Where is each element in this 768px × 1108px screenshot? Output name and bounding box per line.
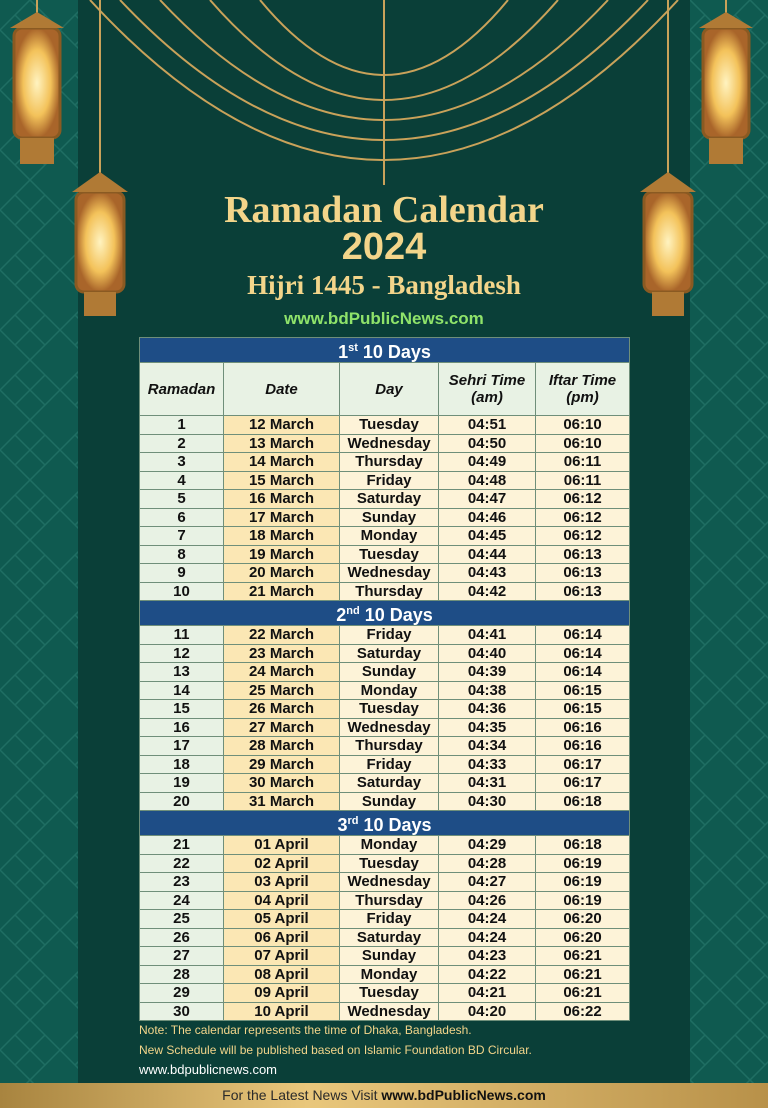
table-cell: 12 March [224, 416, 340, 435]
table-cell: Thursday [340, 891, 439, 910]
table-cell: 25 March [224, 681, 340, 700]
table-cell: 30 [140, 1002, 224, 1021]
table-cell: 04:40 [439, 644, 536, 663]
table-cell: 13 [140, 663, 224, 682]
table-cell: Thursday [340, 737, 439, 756]
section-header [140, 811, 630, 836]
table-cell: Monday [340, 681, 439, 700]
table-cell: 06:14 [536, 644, 630, 663]
table-cell: Tuesday [340, 984, 439, 1003]
page-title: Ramadan Calendar [224, 189, 544, 231]
table-row [140, 928, 630, 947]
table-cell: 06:13 [536, 564, 630, 583]
table-cell: 18 [140, 755, 224, 774]
table-cell: Tuesday [340, 700, 439, 719]
table-cell: 8 [140, 545, 224, 564]
table-cell: 1 [140, 416, 224, 435]
table-cell: 22 [140, 854, 224, 873]
table-cell: 9 [140, 564, 224, 583]
column-header: Iftar Time (pm) [536, 363, 630, 416]
table-row [140, 854, 630, 873]
table-cell: 31 March [224, 792, 340, 811]
table-cell: Tuesday [340, 545, 439, 564]
table-row [140, 1002, 630, 1021]
table-cell: 04:31 [439, 774, 536, 793]
table-cell: 04:41 [439, 626, 536, 645]
table-cell: Thursday [340, 453, 439, 472]
table-cell: 06:19 [536, 891, 630, 910]
table-cell: 20 [140, 792, 224, 811]
table-cell: 16 March [224, 490, 340, 509]
table-cell: 06 April [224, 928, 340, 947]
table-cell: 15 [140, 700, 224, 719]
table-cell: 06:22 [536, 1002, 630, 1021]
table-cell: 28 [140, 965, 224, 984]
table-cell: 04:20 [439, 1002, 536, 1021]
table-cell: 04:39 [439, 663, 536, 682]
site-link-top[interactable]: www.bdPublicNews.com [284, 309, 484, 328]
table-cell: 06:17 [536, 755, 630, 774]
table-cell: 09 April [224, 984, 340, 1003]
table-cell: 04:23 [439, 947, 536, 966]
table-row [140, 545, 630, 564]
section-title: 1st 10 Days [140, 338, 630, 363]
table-cell: 04:43 [439, 564, 536, 583]
table-cell: 06:20 [536, 910, 630, 929]
table-cell: 04:45 [439, 527, 536, 546]
table-cell: 04:33 [439, 755, 536, 774]
table-cell: 6 [140, 508, 224, 527]
table-cell: Tuesday [340, 854, 439, 873]
note-line: Note: The calendar represents the time of Dhaka, Bangladesh. [139, 1023, 472, 1037]
table-cell: 06:16 [536, 737, 630, 756]
table-cell: 06:10 [536, 434, 630, 453]
table-row [140, 792, 630, 811]
table-cell: 06:21 [536, 984, 630, 1003]
table-row [140, 644, 630, 663]
table-cell: 23 [140, 873, 224, 892]
table-cell: 26 March [224, 700, 340, 719]
table-cell: 17 March [224, 508, 340, 527]
table-cell: 04 April [224, 891, 340, 910]
table-cell: 19 March [224, 545, 340, 564]
table-cell: Saturday [340, 644, 439, 663]
table-cell: 11 [140, 626, 224, 645]
footer-site-link[interactable]: www.bdPublicNews.com [381, 1087, 546, 1103]
table-cell: 06:11 [536, 471, 630, 490]
table-cell: 06:12 [536, 490, 630, 509]
table-cell: 06:14 [536, 663, 630, 682]
table-cell: 04:22 [439, 965, 536, 984]
table-row [140, 910, 630, 929]
table-cell: Wednesday [340, 434, 439, 453]
table-row [140, 626, 630, 645]
table-cell: 04:24 [439, 910, 536, 929]
table-row [140, 527, 630, 546]
section-header [140, 338, 630, 363]
section-header [140, 601, 630, 626]
table-row [140, 681, 630, 700]
table-cell: 04:21 [439, 984, 536, 1003]
table-cell: 27 March [224, 718, 340, 737]
table-cell: 04:24 [439, 928, 536, 947]
table-cell: Friday [340, 910, 439, 929]
table-cell: 19 [140, 774, 224, 793]
table-cell: 28 March [224, 737, 340, 756]
table-cell: 12 [140, 644, 224, 663]
table-cell: 24 March [224, 663, 340, 682]
table-cell: 06:18 [536, 836, 630, 855]
table-cell: 06:20 [536, 928, 630, 947]
table-row [140, 434, 630, 453]
table-cell: 06:12 [536, 508, 630, 527]
table-cell: 06:10 [536, 416, 630, 435]
table-row [140, 755, 630, 774]
table-cell: Wednesday [340, 1002, 439, 1021]
table-cell: 06:15 [536, 681, 630, 700]
section-title: 2nd 10 Days [140, 601, 630, 626]
table-cell: 06:16 [536, 718, 630, 737]
section-title: 3rd 10 Days [140, 811, 630, 836]
table-cell: 20 March [224, 564, 340, 583]
table-cell: 5 [140, 490, 224, 509]
table-cell: 3 [140, 453, 224, 472]
table-row [140, 508, 630, 527]
table-cell: 26 [140, 928, 224, 947]
table-cell: 7 [140, 527, 224, 546]
table-cell: 17 [140, 737, 224, 756]
table-cell: 25 [140, 910, 224, 929]
table-cell: 06:12 [536, 527, 630, 546]
table-cell: Sunday [340, 792, 439, 811]
table-cell: Thursday [340, 582, 439, 601]
note-line: New Schedule will be published based on Islamic Foundation BD Circular. [139, 1043, 532, 1057]
table-cell: 04:30 [439, 792, 536, 811]
footer-text: For the Latest News Visit [222, 1087, 382, 1103]
table-cell: 04:44 [439, 545, 536, 564]
table-cell: 04:28 [439, 854, 536, 873]
table-cell: 13 March [224, 434, 340, 453]
table-cell: 06:17 [536, 774, 630, 793]
table-row [140, 737, 630, 756]
subtitle: Hijri 1445 - Bangladesh [247, 270, 521, 300]
table-cell: Monday [340, 527, 439, 546]
table-cell: 27 [140, 947, 224, 966]
table-cell: Sunday [340, 663, 439, 682]
footer-bar [0, 1083, 768, 1108]
table-cell: 04:38 [439, 681, 536, 700]
table-cell: 29 [140, 984, 224, 1003]
table-cell: 2 [140, 434, 224, 453]
table-cell: 06:14 [536, 626, 630, 645]
table-cell: Monday [340, 965, 439, 984]
table-cell: 06:21 [536, 965, 630, 984]
table-cell: 04:51 [439, 416, 536, 435]
table-row [140, 947, 630, 966]
note-site-link[interactable]: www.bdpublicnews.com [139, 1062, 278, 1077]
table-row [140, 471, 630, 490]
table-cell: Sunday [340, 508, 439, 527]
column-header: Day [340, 363, 439, 416]
table-cell: 04:27 [439, 873, 536, 892]
table-cell: 04:50 [439, 434, 536, 453]
table-cell: 04:35 [439, 718, 536, 737]
table-cell: 06:19 [536, 873, 630, 892]
table-row [140, 984, 630, 1003]
table-cell: Wednesday [340, 873, 439, 892]
table-cell: Wednesday [340, 718, 439, 737]
table-cell: 24 [140, 891, 224, 910]
table-cell: Sunday [340, 947, 439, 966]
table-cell: 29 March [224, 755, 340, 774]
table-cell: 22 March [224, 626, 340, 645]
table-cell: 30 March [224, 774, 340, 793]
table-cell: Friday [340, 471, 439, 490]
table-cell: 10 [140, 582, 224, 601]
table-cell: 04:42 [439, 582, 536, 601]
table-cell: 21 [140, 836, 224, 855]
table-cell: Saturday [340, 774, 439, 793]
table-cell: 07 April [224, 947, 340, 966]
table-row [140, 564, 630, 583]
table-cell: 04:47 [439, 490, 536, 509]
table-cell: 06:13 [536, 582, 630, 601]
table-cell: 16 [140, 718, 224, 737]
table-cell: 03 April [224, 873, 340, 892]
table-row [140, 774, 630, 793]
table-cell: 05 April [224, 910, 340, 929]
table-cell: 06:11 [536, 453, 630, 472]
table-cell: 06:18 [536, 792, 630, 811]
table-cell: Saturday [340, 928, 439, 947]
table-cell: 04:34 [439, 737, 536, 756]
table-row [140, 582, 630, 601]
table-cell: 04:26 [439, 891, 536, 910]
table-cell: 04:29 [439, 836, 536, 855]
table-cell: 01 April [224, 836, 340, 855]
table-cell: Saturday [340, 490, 439, 509]
table-cell: 04:36 [439, 700, 536, 719]
table-row [140, 700, 630, 719]
table-cell: 4 [140, 471, 224, 490]
table-cell: 06:19 [536, 854, 630, 873]
table-cell: Tuesday [340, 416, 439, 435]
table-row [140, 490, 630, 509]
table-cell: 04:49 [439, 453, 536, 472]
table-header-row [140, 363, 630, 416]
notes [139, 1020, 532, 1080]
table-cell: 02 April [224, 854, 340, 873]
table-cell: 06:13 [536, 545, 630, 564]
column-header: Date [224, 363, 340, 416]
table-cell: 08 April [224, 965, 340, 984]
table-row [140, 891, 630, 910]
table-cell: Wednesday [340, 564, 439, 583]
table-row [140, 718, 630, 737]
table-cell: 14 March [224, 453, 340, 472]
table-cell: 23 March [224, 644, 340, 663]
table-row [140, 453, 630, 472]
table-cell: 15 March [224, 471, 340, 490]
table-cell: 21 March [224, 582, 340, 601]
table-cell: 04:46 [439, 508, 536, 527]
table-cell: 06:21 [536, 947, 630, 966]
table-cell: Friday [340, 626, 439, 645]
column-header: Sehri Time (am) [439, 363, 536, 416]
year-title: 2024 [341, 226, 427, 268]
table-row [140, 873, 630, 892]
table-row [140, 663, 630, 682]
table-row [140, 416, 630, 435]
table-cell: 06:15 [536, 700, 630, 719]
table-cell: 18 March [224, 527, 340, 546]
table-cell: Friday [340, 755, 439, 774]
column-header: Ramadan [140, 363, 224, 416]
table-row [140, 836, 630, 855]
ramadan-table [139, 337, 630, 1021]
table-cell: 04:48 [439, 471, 536, 490]
table-row [140, 965, 630, 984]
table-cell: 14 [140, 681, 224, 700]
table-cell: 10 April [224, 1002, 340, 1021]
table-cell: Monday [340, 836, 439, 855]
